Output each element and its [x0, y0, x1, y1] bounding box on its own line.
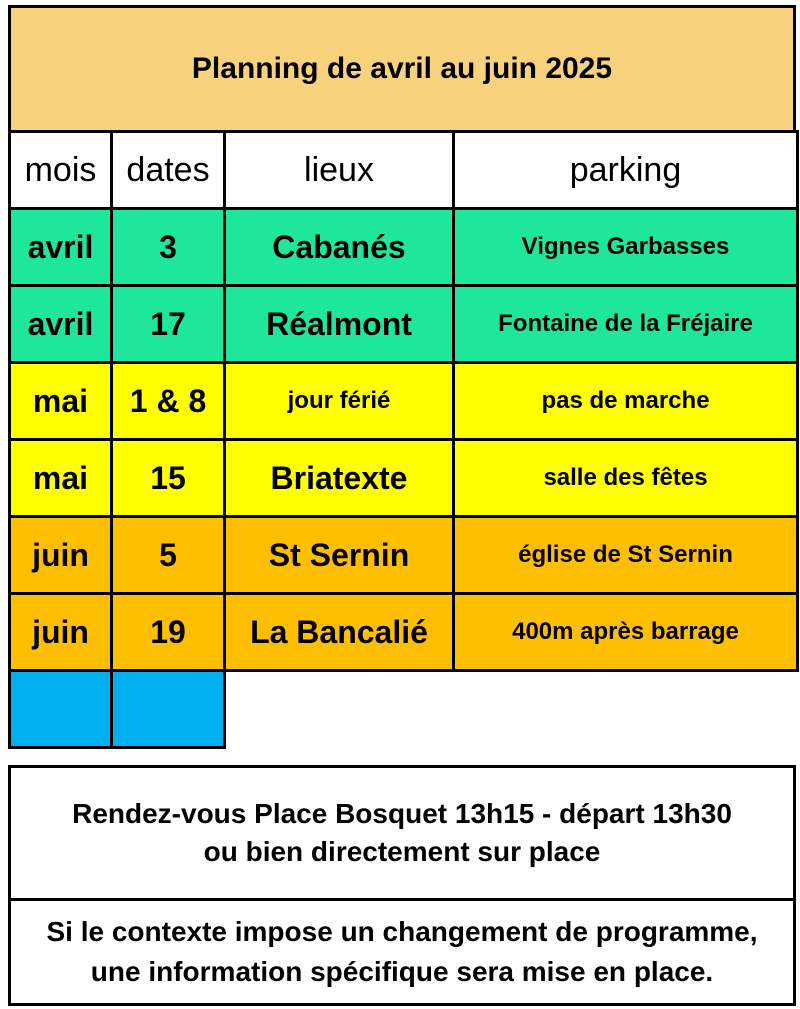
- blank-cell: [225, 671, 798, 748]
- cell-dates: 15: [112, 440, 225, 517]
- notice-line: une information spécifique sera mise en place.: [90, 956, 714, 987]
- header-parking: parking: [454, 132, 798, 209]
- page-title-text: Planning de avril au juin 2025: [191, 52, 613, 85]
- cell-parking: 400m après barrage: [454, 594, 798, 671]
- cell-mois: avril: [10, 209, 112, 286]
- table-row: [10, 594, 798, 671]
- notice-box: [8, 898, 796, 1006]
- cell-dates: 17: [112, 286, 225, 363]
- blank-cell-blue: [112, 671, 225, 748]
- table-row: [10, 209, 798, 286]
- table-row: [10, 363, 798, 440]
- page-title: [8, 5, 796, 133]
- cell-mois: mai: [10, 363, 112, 440]
- cell-mois: juin: [10, 517, 112, 594]
- notice-line: Si le contexte impose un changement de programme,: [46, 916, 758, 947]
- blank-cell-blue: [10, 671, 112, 748]
- rendezvous-box: [8, 765, 796, 901]
- rendezvous-line: Rendez-vous Place Bosquet 13h15 - départ 13h30: [72, 798, 732, 829]
- cell-mois: juin: [10, 594, 112, 671]
- table-header-row: [10, 132, 798, 209]
- cell-dates: 3: [112, 209, 225, 286]
- cell-parking: église de St Sernin: [454, 517, 798, 594]
- header-mois: mois: [10, 132, 112, 209]
- table-row: [10, 517, 798, 594]
- blank-row: [10, 671, 798, 748]
- cell-lieux: Cabanés: [225, 209, 454, 286]
- cell-mois: avril: [10, 286, 112, 363]
- cell-lieux: jour férié: [225, 363, 454, 440]
- cell-lieux: St Sernin: [225, 517, 454, 594]
- cell-mois: mai: [10, 440, 112, 517]
- table-row: [10, 440, 798, 517]
- cell-dates: 5: [112, 517, 225, 594]
- cell-parking: pas de marche: [454, 363, 798, 440]
- cell-lieux: La Bancalié: [225, 594, 454, 671]
- cell-dates: 1 & 8: [112, 363, 225, 440]
- header-dates: dates: [112, 132, 225, 209]
- cell-parking: salle des fêtes: [454, 440, 798, 517]
- cell-parking: Vignes Garbasses: [454, 209, 798, 286]
- rendezvous-line: ou bien directement sur place: [203, 836, 601, 867]
- table-row: [10, 286, 798, 363]
- cell-parking: Fontaine de la Fréjaire: [454, 286, 798, 363]
- header-lieux: lieux: [225, 132, 454, 209]
- schedule-table: [8, 130, 799, 749]
- cell-lieux: Briatexte: [225, 440, 454, 517]
- cell-dates: 19: [112, 594, 225, 671]
- cell-lieux: Réalmont: [225, 286, 454, 363]
